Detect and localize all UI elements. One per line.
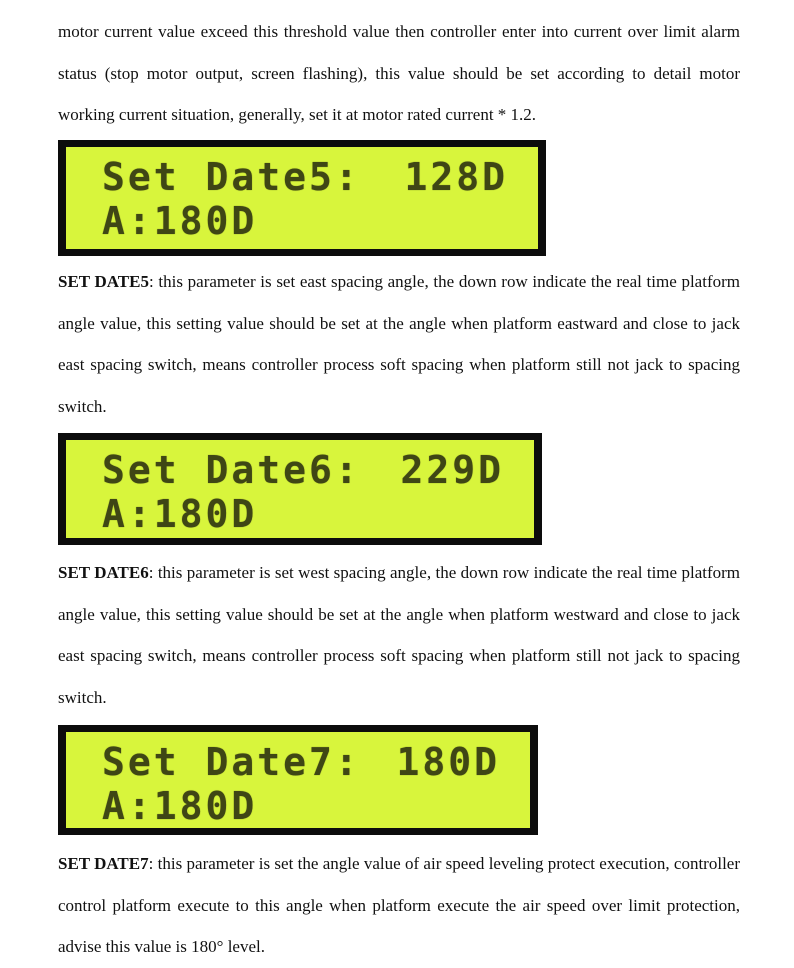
lcd-display-date7	[58, 725, 538, 835]
lcd-title: Set Date5:	[102, 155, 361, 199]
lcd-bottom-row	[102, 784, 500, 828]
lcd-top-row	[102, 155, 508, 199]
section-text: : this parameter is set west spacing angle, the down row indicate the real time platform angle value, this setting value should be set at the angle when platform westward and close to jack east spacing switch, means controller process soft spacing when platform still not jack to spacing switch.	[58, 563, 741, 707]
section-date6	[58, 552, 740, 718]
lcd-angle: A:180D	[102, 199, 258, 243]
lcd-bottom-row	[102, 199, 508, 243]
intro-paragraph: motor current value exceed this threshold value then controller enter into current over limit alarm status (stop motor output, screen flashing), this value should be set according to detail motor working current situation, generally, set it at motor rated current * 1.2.	[58, 22, 740, 124]
lcd-value: 128D	[404, 155, 508, 199]
lcd-angle: A:180D	[102, 784, 258, 828]
lcd-value: 180D	[396, 740, 500, 784]
section-date5	[58, 261, 740, 427]
section-text: : this parameter is set the angle value of air speed leveling protect execution, controller control platform execute to this angle when platform execute the air speed over limit protection, advise this value is 180° level.	[58, 854, 740, 956]
lcd-value: 229D	[400, 448, 504, 492]
lcd-angle: A:180D	[102, 492, 258, 536]
lcd-title: Set Date6:	[102, 448, 361, 492]
lcd-screen	[66, 440, 534, 538]
lcd-display-date6	[58, 433, 542, 545]
lcd-top-row	[102, 740, 500, 784]
lcd-display-date5	[58, 140, 546, 256]
lcd-title: Set Date7:	[102, 740, 361, 784]
lcd-screen	[66, 147, 538, 249]
section-label: SET DATE5	[58, 272, 149, 291]
section-date7	[58, 843, 740, 968]
lcd-screen	[66, 732, 530, 828]
section-label: SET DATE6	[58, 563, 149, 582]
lcd-top-row	[102, 448, 504, 492]
section-label: SET DATE7	[58, 854, 149, 873]
lcd-bottom-row	[102, 492, 504, 536]
section-text: : this parameter is set east spacing angle, the down row indicate the real time platform angle value, this setting value should be set at the angle when platform eastward and close to jack east spacing switch, means controller process soft spacing when platform still not jack to spacing switch.	[58, 272, 740, 416]
